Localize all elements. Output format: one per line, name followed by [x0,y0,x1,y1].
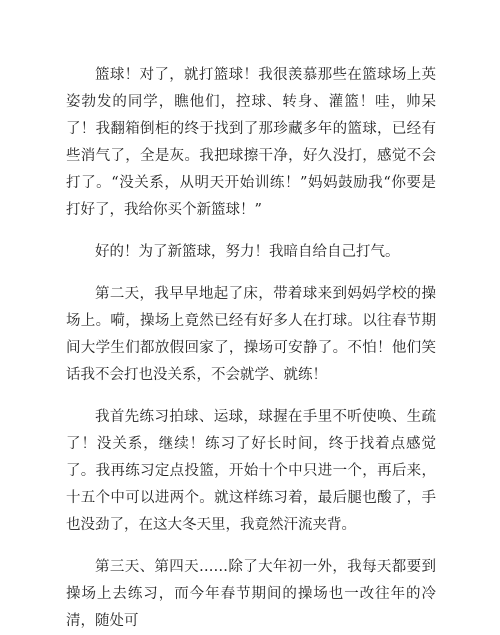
paragraph-2: 好的！为了新篮球，努力！我暗自给自己打气。 [95,244,400,260]
paragraph-5: 第三天、第四天……除了大年初一外，我每天都要到操场上去练习，而今年春节期间的操场也一改往年的冷清，随处可 [66,559,436,629]
article-body [66,62,436,635]
paragraph-1: 篮球！对了，就打篮球！我很羡慕那些在篮球场上英姿勃发的同学，瞧他们，控球、转身、灌篮！哇，帅呆了！我翻箱倒柜的终于找到了那珍藏多年的篮球，已经有些消气了，全是灰。我把球擦干净，好久没打，感觉不会打了。“没关系，从明天开始训练！”妈妈鼓励我“你要是打好了，我给你买个新篮球！” [66,67,436,218]
paragraph-3: 第二天，我早早地起了床，带着球来到妈妈学校的操场上。嗬，操场上竟然已经有好多人在打球。以往春节期间大学生们都放假回家了，操场可安静了。不怕！他们笑话我不会打也没关系，不会就学、就练！ [66,286,436,383]
paragraph-4: 我首先练习拍球、运球，球握在手里不听使唤、生疏了！没关系，继续！练习了好长时间，终于找着点感觉了。我再练习定点投篮，开始十个中只进一个，再后来，十五个中可以进两个。就这样练习着，最后腿也酸了，手也没劲了，在这大冬天里，我竟然汗流夹背。 [66,409,436,533]
